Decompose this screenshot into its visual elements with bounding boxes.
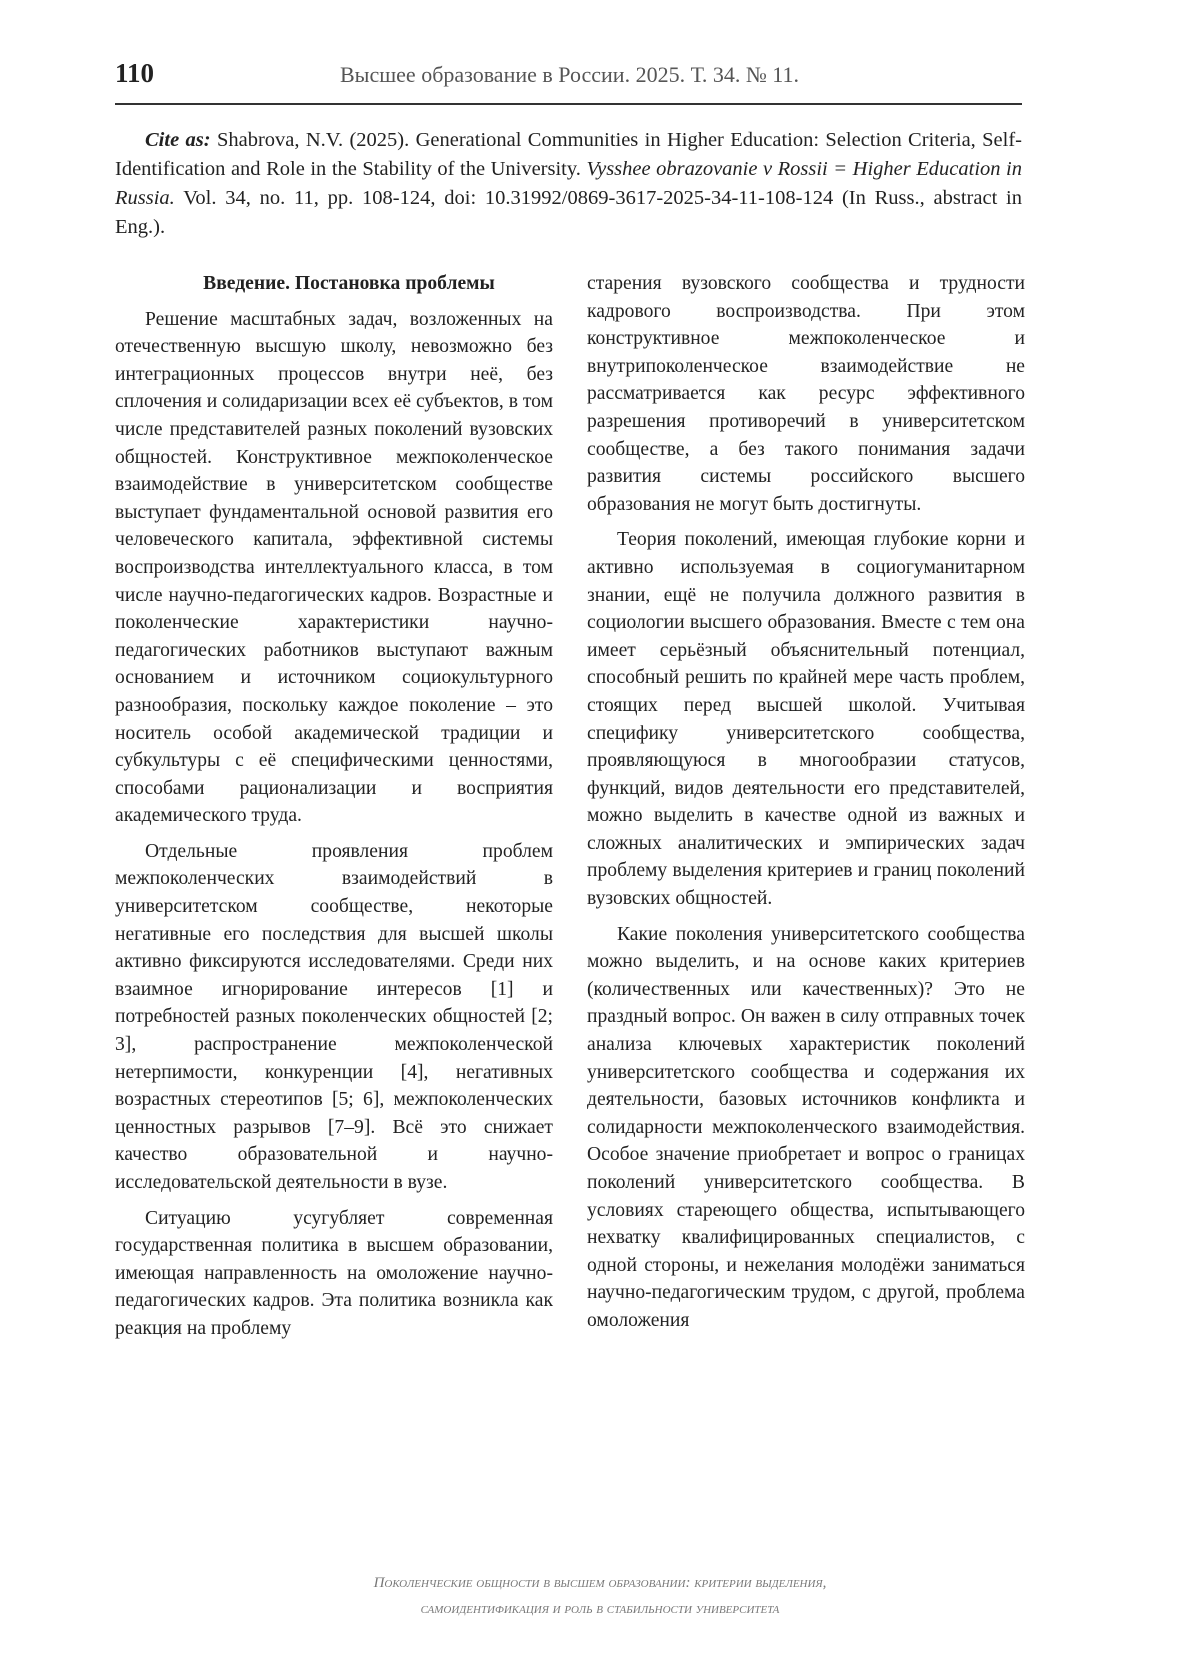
cite-details: Vol. 34, no. 11, pp. 108-124, doi: 10.31992/0869-3617-2025-34-11-108-124 (In Russ., abstract in Eng.).	[115, 187, 1022, 238]
paragraph: Отдельные проявления проблем межпоколенческих взаимодействий в университетском сообществе, некоторые негативные его последствия для высшей школы активно фиксируются исследователями. Среди них взаимное игнорирование интересов [1] и потребностей разных поколенческих общностей [2; 3], распространение межпоколенческой нетерпимости, конкуренции [4], негативных возрастных стереотипов [5; 6], межпоколенческих ценностных разрывов [7–9]. Всё это снижает качество образовательной и научно-исследовательской деятельности в вузе.	[115, 840, 553, 1193]
cite-journal: Vysshee obrazovanie v Rossii = Higher Education in Russia.	[115, 158, 1022, 209]
citation	[115, 126, 1022, 242]
paragraph: старения вузовского сообщества и трудности кадрового воспроизводства. При этом конструктивное межпоколенческое и внутрипоколенческое взаимодействие не рассматривается как ресурс эффективного разрешения противоречий в университетском сообществе, а без такого понимания задачи развития системы российского высшего образования не могут быть достигнуты.	[587, 273, 1025, 515]
right-column	[587, 270, 1025, 1343]
running-footer	[0, 1570, 1200, 1622]
journal-title: Высшее образование в России. 2025. Т. 34. № 11.	[340, 62, 799, 87]
footer-line: самоидентификация и роль в стабильности университета	[420, 1601, 780, 1617]
footer-line: Поколенческие общности в высшем образовании: критерии выделения,	[373, 1575, 827, 1591]
paragraph: Какие поколения университетского сообщества можно выделить, и на основе каких критериев (количественных или качественных)? Это не праздный вопрос. Он важен в силу отправных точек анализа ключевых характеристик поколений университетского сообщества и содержания их деятельности, базовых источников конфликта и солидарности межпоколенческого взаимодействия. Особое значение приобретает и вопрос о границах поколений университетского сообщества. В условиях стареющего общества, испытывающего нехватку квалифицированных специалистов, с одной стороны, и нежелания молодёжи заниматься научно-педагогическим трудом, с другой, проблема омоложения	[587, 923, 1025, 1331]
cite-label: Cite as:	[145, 129, 211, 151]
left-column	[115, 270, 553, 1351]
paragraph: Решение масштабных задач, возложенных на отечественную высшую школу, невозможно без интеграционных процессов внутри неё, без сплочения и солидаризации всех её субъектов, в том числе представителей разных поколений вузовских общностей. Конструктивное межпоколенческое взаимодействие в университетском сообществе выступает фундаментальной основой развития его человеческого капитала, эффективной системы воспроизводства интеллектуального класса, в том числе научно-педагогических кадров. Возрастные и поколенческие характеристики научно-педагогических работников выступают важным основанием и источником социокультурного разнообразия, поскольку каждое поколение – это носитель особой академической традиции и субкультуры с её специфическими ценностями, способами рационализации и восприятия академического труда.	[115, 308, 553, 827]
section-heading: Введение. Постановка проблемы	[203, 273, 495, 294]
page-number: 110	[115, 58, 155, 88]
cite-text: Shabrova, N.V. (2025). Generational Communities in Higher Education: Selection Criteria, Self-Identification and Role in the Stability of the University.	[115, 129, 1023, 180]
paragraph: Ситуацию усугубляет современная государственная политика в высшем образовании, имеющая направленность на омоложение научно-педагогических кадров. Эта политика возникла как реакция на проблему	[115, 1207, 553, 1339]
paragraph: Теория поколений, имеющая глубокие корни и активно используемая в социогуманитарном знании, ещё не получила должного развития в социологии высшего образования. Вместе с тем она имеет серьёзный объяснительный потенциал, способный решить по крайней мере часть проблем, стоящих перед высшей школой. Учитывая специфику университетского сообщества, проявляющуюся в многообразии статусов, функций, видов деятельности его представителей, можно выделить в качестве одной из важных и сложных аналитических и эмпирических задач проблему выделения критериев и границ поколений вузовских общностей.	[587, 529, 1025, 910]
header-divider	[115, 103, 1022, 105]
